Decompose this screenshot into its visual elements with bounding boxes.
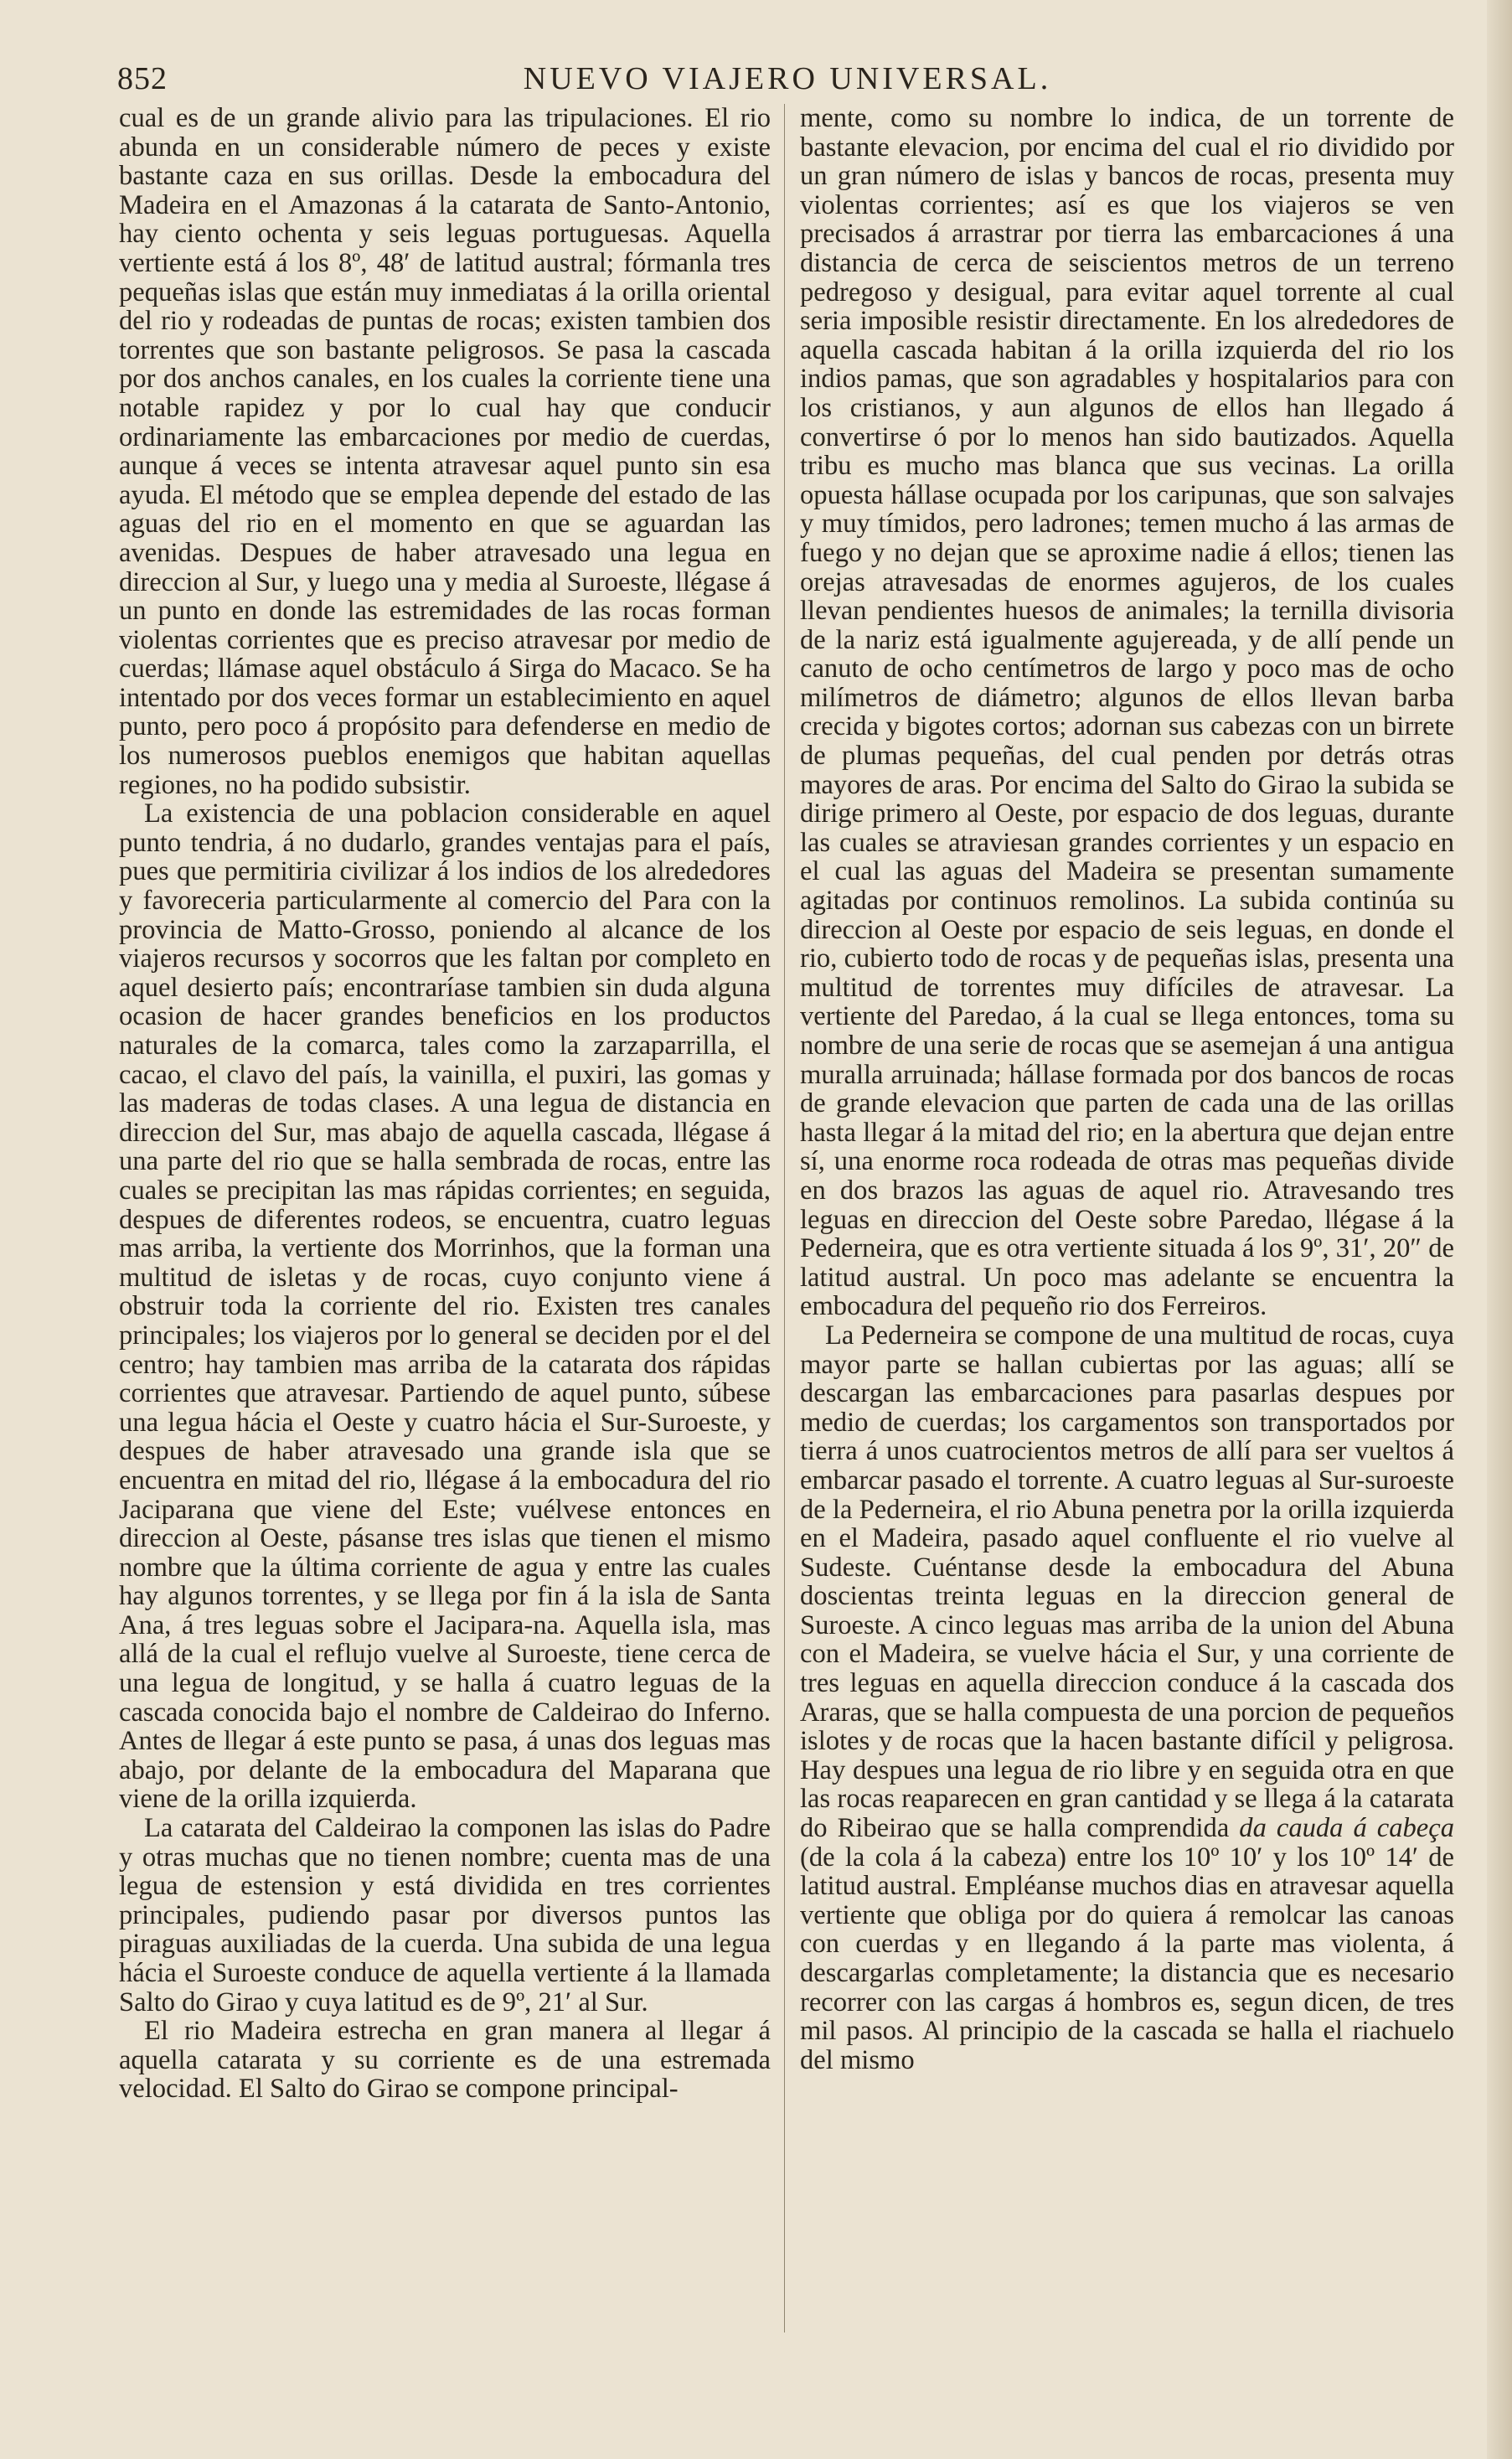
column-divider (784, 104, 785, 2332)
right-paragraph-2-text: La Pederneira se compone de una multitud de rocas, cuya mayor parte se hallan cubiertas por las aguas; allí se descargan las embarcaciones para pasarlas despues por medio de cuerdas; los cargamentos son transportados por tierra á unos cuatrocientos metros de allí para ser vueltos á embarcar pasado el torrente. A cuatro leguas al Sur-suroeste de la Pederneira, el rio Abuna penetra por la orilla izquierda en el Madeira, pasado aquel confluente el rio vuelve al Sudeste. Cuéntanse desde la embocadura del Abuna doscientas treinta leguas en la direccion general de Suroeste. A cinco leguas mas arriba de la union del Abuna con el Madeira, se vuelve hácia el Sur, y una corriente de tres leguas en aquella direccion conduce á la cascada dos Araras, que se halla compuesta de una porcion de pequeños islotes y de rocas que la hacen bastante difícil y peligrosa. Hay despues una legua de rio libre y en seguida otra en que las rocas reaparecen en gran cantidad y se llega á la catarata do Ribeirao que se halla comprendida (800, 1320, 1454, 1844)
page-header (117, 60, 1458, 107)
running-title: NUEVO VIAJERO UNIVERSAL. (523, 61, 1052, 96)
right-paragraph-2-end: (de la cola á la cabeza) entre los 10º 10′ y los 10º 14′ de latitud austral. Empléanse muchos dias en atravesar aquella vertiente que obliga por do quiera á remolcar las canoas con cuerdas y en llegando á la parte mas violenta, á descargarlas completamente; la distancia que es necesario recorrer con las cargas á hombros es, segun dicen, de tres mil pasos. Al principio de la cascada se halla el riachuelo del mismo (800, 1842, 1454, 2075)
left-paragraph-2: La existencia de una poblacion considerable en aquel punto tendria, á no dudarlo, grandes ventajas para el país, pues que permitiria civilizar á los indios de los alrededores y favoreceria particularmente al comercio del Para con la provincia de Matto-Grosso, poniendo al alcance de los viajeros recursos y socorros que les faltan por completo en aquel desierto país; encontraríase tambien sin duda alguna ocasion de hacer grandes beneficios en los productos naturales de la comarca, tales como la zarzaparrilla, el cacao, el clavo del país, la vainilla, el puxiri, las gomas y las maderas de todas clases. A una legua de distancia en direccion del Sur, mas abajo de aquella cascada, llégase á una parte del rio que se halla sembrada de rocas, entre las cuales se precipitan las mas rápidas corrientes; en seguida, despues de diferentes rodeos, se encuentra, cuatro leguas mas arriba, la vertiente dos Morrinhos, que la forman una multitud de isletas y de rocas, cuyo conjunto viene á obstruir toda la corriente del rio. Existen tres canales principales; los viajeros por lo general se deciden por el del centro; hay tambien mas arriba de la catarata dos rápidas corrientes que atravesar. Partiendo de aquel punto, súbese una legua hácia el Oeste y cuatro hácia el Sur-Suroeste, y despues de haber atravesado una grande isla que se encuentra en mitad del rio, llégase á la embocadura del rio Jaciparana que viene del Este; vuélvese entonces en direccion al Oeste, pásanse tres islas que tienen el mismo nombre que la última corriente de agua y entre las cuales hay algunos torrentes, y se llega por fin á la isla de Santa Ana, á tres leguas sobre el Jacipara-na. Aquella isla, mas allá de la cual el reflujo vuelve al Suroeste, tiene cerca de una legua de longitud, y se halla á cuatro leguas de la cascada conocida bajo el nombre de Caldeirao do Inferno. Antes de llegar á este punto se pasa, á unas dos leguas mas abajo, por delante de la embocadura del Maparana que viene de la orilla izquierda. (119, 798, 771, 1815)
right-paragraph-2 (800, 1321, 1454, 2074)
page-number: 852 (117, 61, 168, 96)
right-column (800, 104, 1454, 2433)
page-edge (1487, 0, 1512, 2459)
left-paragraph-3: La catarata del Caldeirao la componen las islas do Padre y otras muchas que no tienen nombre; cuenta mas de una legua de estension y está dividida en tres corrientes principales, pudiendo pasar por diversos puntos las piraguas auxiliadas de la cuerda. Una subida de una legua hácia el Suroeste conduce de aquella vertiente á la llamada Salto do Girao y cuya latitud es de 9º, 21′ al Sur. (119, 1813, 771, 2017)
left-paragraph-1: cual es de un grande alivio para las tripulaciones. El rio abunda en un considerable número de peces y existe bastante caza en sus orillas. Desde la embocadura del Madeira en el Amazonas á la catarata de Santo-Antonio, hay ciento ochenta y seis leguas portuguesas. Aquella vertiente está á los 8º, 48′ de latitud austral; fórmanla tres pequeñas islas que están muy inmediatas á la orilla oriental del rio y rodeadas de puntas de rocas; existen tambien dos torrentes que son bastante peligrosos. Se pasa la cascada por dos anchos canales, en los cuales la corriente tiene una notable rapidez y por lo cual hay que conducir ordinariamente las embarcaciones por medio de cuerdas, aunque á veces se intenta atravesar aquel punto sin esa ayuda. El método que se emplea depende del estado de las aguas del rio en el momento en que se aguardan las avenidas. Despues de haber atravesado una legua en direccion al Sur, y luego una y media al Suroeste, llégase á un punto en donde las estremidades de las rocas forman violentas corrientes que es preciso atravesar por medio de cuerdas; llámase aquel obstáculo á Sirga do Macaco. Se ha intentado por dos veces formar un establecimiento en aquel punto, pero poco á propósito para defenderse en medio de los numerosos pueblos enemigos que habitan aquellas regiones, no ha podido subsistir. (119, 104, 771, 800)
left-paragraph-4: El rio Madeira estrecha en gran manera al llegar á aquella catarata y su corriente es de una estremada velocidad. El Salto do Girao se compone principal- (119, 2016, 771, 2105)
left-column (119, 104, 771, 2433)
italic-phrase: da cauda á cabeça (1239, 1813, 1454, 1844)
right-paragraph-1: mente, como su nombre lo indica, de un torrente de bastante elevacion, por encima del cual el rio dividido por un gran número de islas y bancos de rocas, presenta muy violentas corrientes; así es que los viajeros se ven precisados á arrastrar por tierra las embarcaciones á una distancia de cerca de seiscientos metros de un terreno pedregoso y desigual, para evitar aquel torrente al cual seria imposible resistir directamente. En los alrededores de aquella cascada habitan á la orilla izquierda del rio los indios pamas, que son agradables y hospitalarios para con los cristianos, y aun algunos de ellos han llegado á convertirse ó por lo menos han sido bautizados. Aquella tribu es mucho mas blanca que sus vecinas. La orilla opuesta hállase ocupada por los caripunas, que son salvajes y muy tímidos, pero ladrones; temen mucho á las armas de fuego y no dejan que se aproxime nadie á ellos; tienen las orejas atravesadas de enormes agujeros, de los cuales llevan pendientes huesos de animales; la ternilla divisoria de la nariz está igualmente agujereada, y de allí pende un canuto de ocho centímetros de largo y poco mas de ocho milímetros de diámetro; algunos de ellos llevan barba crecida y bigotes cortos; adornan sus cabezas con un birrete de plumas pequeñas, del cual penden por detrás otras mayores de aras. Por encima del Salto do Girao la subida se dirige primero al Oeste, por espacio de dos leguas, durante las cuales se atraviesan grandes corrientes y un espacio en el cual las aguas del Madeira se presentan sumamente agitadas por continuos remolinos. La subida continúa su direccion al Oeste por espacio de seis leguas, en donde el rio, cubierto todo de rocas y de pequeñas islas, presenta una multitud de torrentes muy difíciles de atravesar. La vertiente del Paredao, á la cual se llega entonces, toma su nombre de una serie de rocas que se asemejan á una antigua muralla arruinada; hállase formada por dos bancos de rocas de grande elevacion que parten de cada una de las orillas hasta llegar á la mitad del rio; en la abertura que dejan entre sí, una enorme roca rodeada de otras mas pequeñas divide en dos brazos las aguas de aquel rio. Atravesando tres leguas en direccion del Oeste sobre Paredao, llégase á la Pederneira, que es otra vertiente situada á los 9º, 31′, 20″ de latitud austral. Un poco mas adelante se encuentra la embocadura del pequeño rio dos Ferreiros. (800, 104, 1454, 1322)
